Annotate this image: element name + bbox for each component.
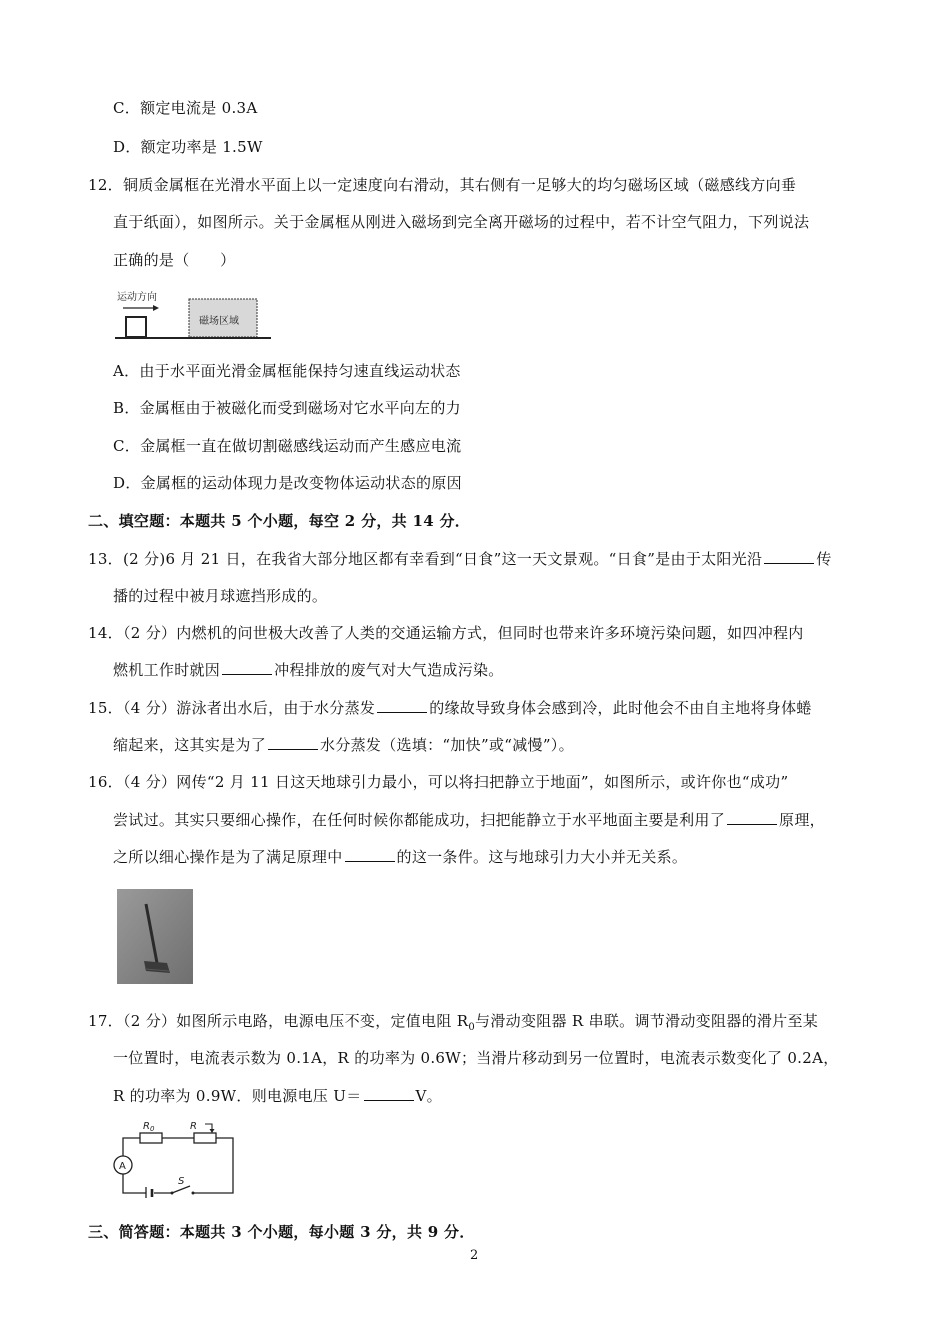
ammeter-label: A	[119, 1161, 126, 1172]
q14-blank	[222, 660, 272, 675]
section-3-heading: 三、简答题：本题共 3 个小题，每小题 3 分，共 9 分．	[88, 1223, 475, 1241]
q13-line1	[88, 549, 832, 569]
switch-icon	[172, 1186, 190, 1193]
q13-blank	[764, 549, 814, 564]
q12-option-d: D．金属框的运动体现力是改变物体运动状态的原因	[113, 474, 462, 492]
q14-line1: 14．（2 分）内燃机的问世极大改善了人类的交通运输方式，但同时也带来许多环境污染问题，如四冲程内	[88, 624, 804, 642]
q17-text-b: 与滑动变阻器 R 串联。调节滑动变阻器的滑片至某	[475, 1012, 819, 1030]
q16-text-d: 的这一条件。这与地球引力大小并无关系。	[396, 848, 688, 866]
q16-text-c: 之所以细心操作是为了满足原理中	[113, 848, 343, 866]
q16-text-a: 尝试过。其实只要细心操作，在任何时候你都能成功，扫把能静立于水平地面主要是利用了	[113, 811, 726, 829]
q16-line2	[113, 810, 825, 830]
q16-blank-1	[727, 810, 777, 825]
r-label: R	[190, 1121, 197, 1132]
switch-label: S	[178, 1176, 185, 1187]
q17-text-c: R 的功率为 0.9W．则电源电压 U＝	[113, 1087, 362, 1105]
fixed-resistor-icon	[140, 1133, 162, 1143]
q13-text-b: 传	[816, 550, 832, 568]
q16-line1: 16．（4 分）网传“2 月 11 日这天地球引力最小，可以将扫把静立于地面”，如图所示，或许你也“成功”	[88, 773, 789, 791]
arrow-head-icon	[153, 305, 159, 311]
page-number: 2	[470, 1248, 479, 1263]
q17-blank	[364, 1086, 414, 1101]
q12-stem-line2: 直于纸面），如图所示。关于金属框从刚进入磁场到完全离开磁场的过程中，若不计空气阻力，下列说法	[113, 213, 810, 231]
q17-text-d: V。	[415, 1087, 442, 1105]
q11-option-c: C．额定电流是 0.3A	[113, 99, 258, 117]
q11-option-d: D．额定功率是 1.5W	[113, 138, 263, 156]
q12-stem-line3: 正确的是（ ）	[113, 251, 236, 269]
metal-frame-icon	[126, 317, 146, 337]
q13-line2: 播的过程中被月球遮挡形成的。	[113, 587, 328, 605]
q15-text-d: 水分蒸发（选填：“加快”或“减慢”）。	[320, 736, 574, 754]
motion-direction-label: 运动方向	[117, 292, 157, 303]
q16-broom-photo	[117, 889, 193, 984]
q17-r0-subscript: 0	[468, 1022, 476, 1033]
q14-text-b: 冲程排放的废气对大气造成污染。	[274, 661, 504, 679]
q17-line3	[113, 1086, 442, 1106]
q15-blank-2	[268, 735, 318, 750]
q17-text-a: 17．（2 分）如图所示电路，电源电压不变，定值电阻 R	[88, 1012, 469, 1030]
q17-line1	[88, 1011, 818, 1038]
q15-line2	[113, 735, 574, 755]
magnetic-field-label: 磁场区域	[199, 316, 239, 327]
q12-option-b: B．金属框由于被磁化而受到磁场对它水平向左的力	[113, 399, 461, 417]
q15-text-c: 缩起来，这其实是为了	[113, 736, 267, 754]
q15-blank-1	[377, 698, 427, 713]
q15-line1	[88, 698, 812, 718]
q16-text-b: 原理，	[779, 811, 825, 829]
q16-blank-2	[345, 847, 395, 862]
q12-stem-line1: 12．铜质金属框在光滑水平面上以一定速度向右滑动，其右侧有一足够大的均匀磁场区域（磁感线方向垂	[88, 176, 797, 194]
q12-magnetic-field-figure	[113, 287, 273, 342]
section-2-heading: 二、填空题：本题共 5 个小题，每空 2 分，共 14 分．	[88, 512, 471, 530]
q15-text-b: 的缘故导致身体会感到冷，此时他会不由自主地将身体蜷	[429, 699, 812, 717]
r0-label: $R_0$	[143, 1121, 155, 1133]
q14-text-a: 燃机工作时就因	[113, 661, 221, 679]
rheostat-icon	[194, 1133, 216, 1143]
q12-option-c: C．金属框一直在做切割磁感线运动而产生感应电流	[113, 437, 462, 455]
q16-line3	[113, 847, 687, 867]
q12-option-a: A．由于水平面光滑金属框能保持匀速直线运动状态	[113, 362, 461, 380]
q17-circuit-diagram	[110, 1116, 240, 1198]
q15-text-a: 15．（4 分）游泳者出水后，由于水分蒸发	[88, 699, 376, 717]
q13-text-a: 13．(2 分)6 月 21 日，在我省大部分地区都有幸看到“日食”这一天文景观。“日食”是由于太阳光沿	[88, 550, 763, 568]
q17-line2: 一位置时，电流表示数为 0.1A，R 的功率为 0.6W；当滑片移动到另一位置时，电流表示数变化了 0.2A，	[113, 1049, 839, 1067]
q14-line2	[113, 660, 504, 680]
